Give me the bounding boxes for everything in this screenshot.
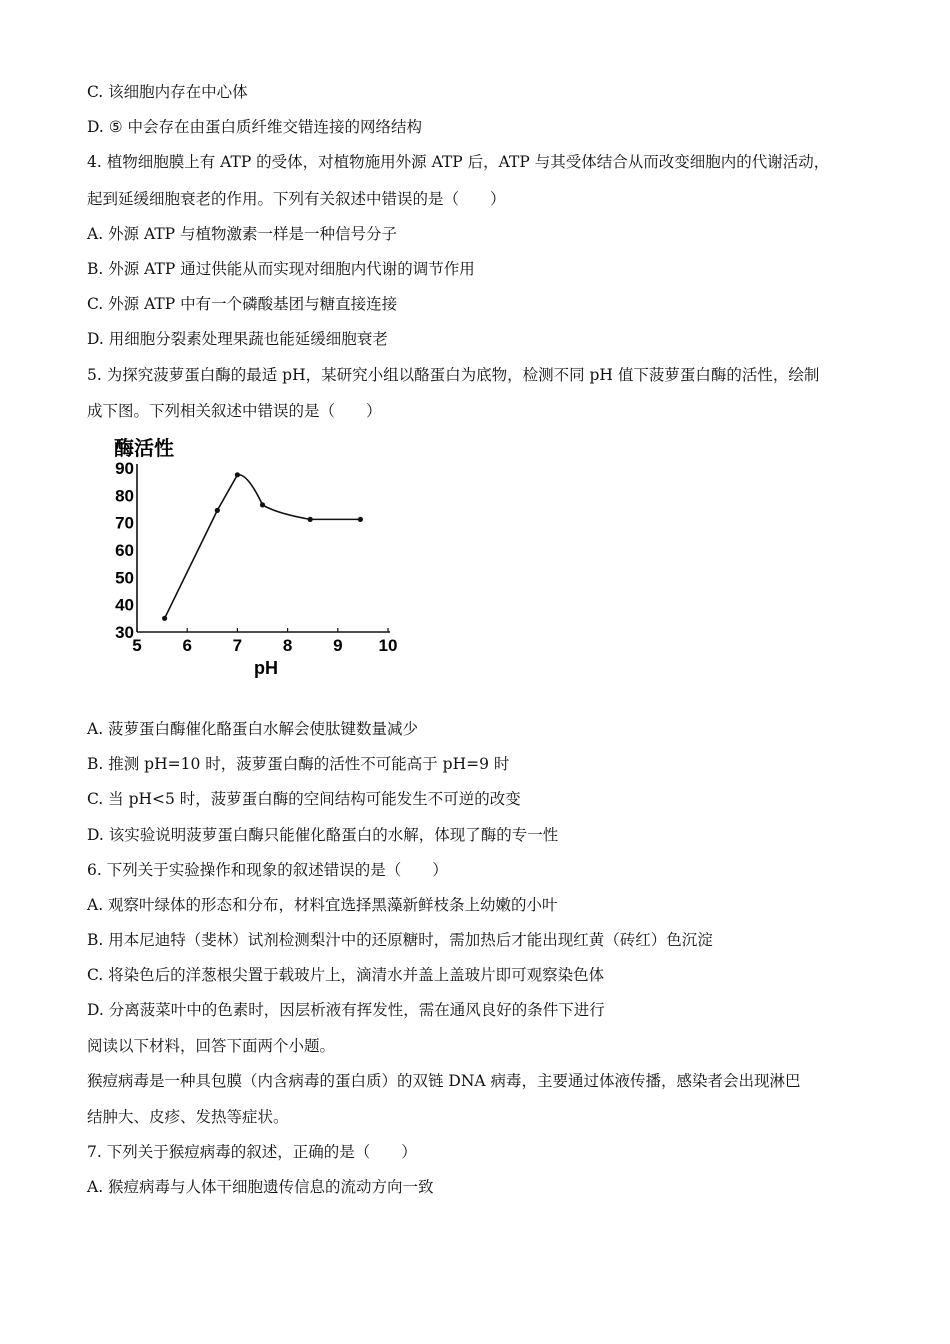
activity-curve [165,475,361,619]
chart-axes [137,464,390,632]
question-4-stem-line-1: 4. 植物细胞膜上有 ATP 的受体，对植物施用外源 ATP 后，ATP 与其受体结合从而改变细胞内的代谢活动， [87,153,830,171]
y-tick-label: 60 [115,541,134,560]
option-6d: D. 分离菠菜叶中的色素时，因层析液有挥发性，需在通风良好的条件下进行 [87,1001,605,1019]
x-tick-labels [132,636,397,655]
data-points [162,472,363,621]
option-4b: B. 外源 ATP 通过供能从而实现对细胞内代谢的调节作用 [87,260,475,278]
option-5b: B. 推测 pH=10 时，菠萝蛋白酶的活性不可能高于 pH=9 时 [87,755,510,773]
reading-instruction: 阅读以下材料，回答下面两个小题。 [87,1037,336,1055]
question-4-stem-line-2: 起到延缓细胞衰老的作用。下列有关叙述中错误的是（ ） [87,190,506,208]
y-tick-label: 50 [115,568,134,588]
x-tick-label: 6 [182,636,192,655]
question-5-stem-line-2: 成下图。下列相关叙述中错误的是（ ） [87,402,382,420]
x-axis-label: pH [254,658,278,678]
y-tick-label: 30 [115,623,134,642]
material-line-2: 结肿大、皮疹、发热等症状。 [87,1108,289,1126]
y-tick-labels [115,459,134,642]
question-7-stem: 7. 下列关于猴痘病毒的叙述，正确的是（ ） [87,1143,417,1161]
x-tick-label: 9 [333,636,343,655]
x-tick-label: 7 [232,636,243,655]
material-line-1: 猴痘病毒是一种具包膜（内含病毒的蛋白质）的双链 DNA 病毒，主要通过体液传播，感染者会出现淋巴 [87,1072,801,1090]
question-6-stem: 6. 下列关于实验操作和现象的叙述错误的是（ ） [87,861,448,879]
option-3c: C. 该细胞内存在中心体 [87,83,248,101]
option-3d: D. ⑤ 中会存在由蛋白质纤维交错连接的网络结构 [87,118,423,136]
option-4a: A. 外源 ATP 与植物激素一样是一种信号分子 [87,225,398,243]
option-6b: B. 用本尼迪特（斐林）试剂检测梨汁中的还原糖时，需加热后才能出现红黄（砖红）色沉淀 [87,931,713,949]
option-5c: C. 当 pH<5 时，菠萝蛋白酶的空间结构可能发生不可逆的改变 [87,790,521,808]
chart-title: 酶活性 [114,436,174,460]
x-tick-label: 10 [378,636,398,655]
data-point [308,517,313,522]
data-point [260,502,265,507]
option-6a: A. 观察叶绿体的形态和分布，材料宜选择黑藻新鲜枝条上幼嫩的小叶 [87,896,558,914]
x-tick-label: 8 [282,636,293,655]
data-point [215,508,220,513]
y-tick-label: 80 [115,486,134,506]
data-point [162,616,167,621]
data-point [235,472,240,477]
option-4d: D. 用细胞分裂素处理果蔬也能延缓细胞衰老 [87,330,388,348]
question-5-stem-line-1: 5. 为探究菠萝蛋白酶的最适 pH，某研究小组以酪蛋白为底物，检测不同 pH 值下菠萝蛋白酶的活性，绘制 [87,366,820,384]
option-6c: C. 将染色后的洋葱根尖置于载玻片上，滴清水并盖上盖玻片即可观察染色体 [87,966,605,984]
x-tick-label: 5 [132,636,142,655]
option-7a: A. 猴痘病毒与人体干细胞遗传信息的流动方向一致 [87,1178,434,1196]
data-point [358,517,363,522]
y-tick-label: 90 [115,459,134,478]
y-tick-label: 70 [115,513,134,533]
option-5a: A. 菠萝蛋白酶催化酪蛋白水解会使肽键数量减少 [87,720,419,738]
y-tick-label: 40 [115,595,134,615]
option-5d: D. 该实验说明菠萝蛋白酶只能催化酪蛋白的水解，体现了酶的专一性 [87,826,559,844]
enzyme-activity-chart [100,432,410,682]
option-4c: C. 外源 ATP 中有一个磷酸基团与糖直接连接 [87,295,398,313]
